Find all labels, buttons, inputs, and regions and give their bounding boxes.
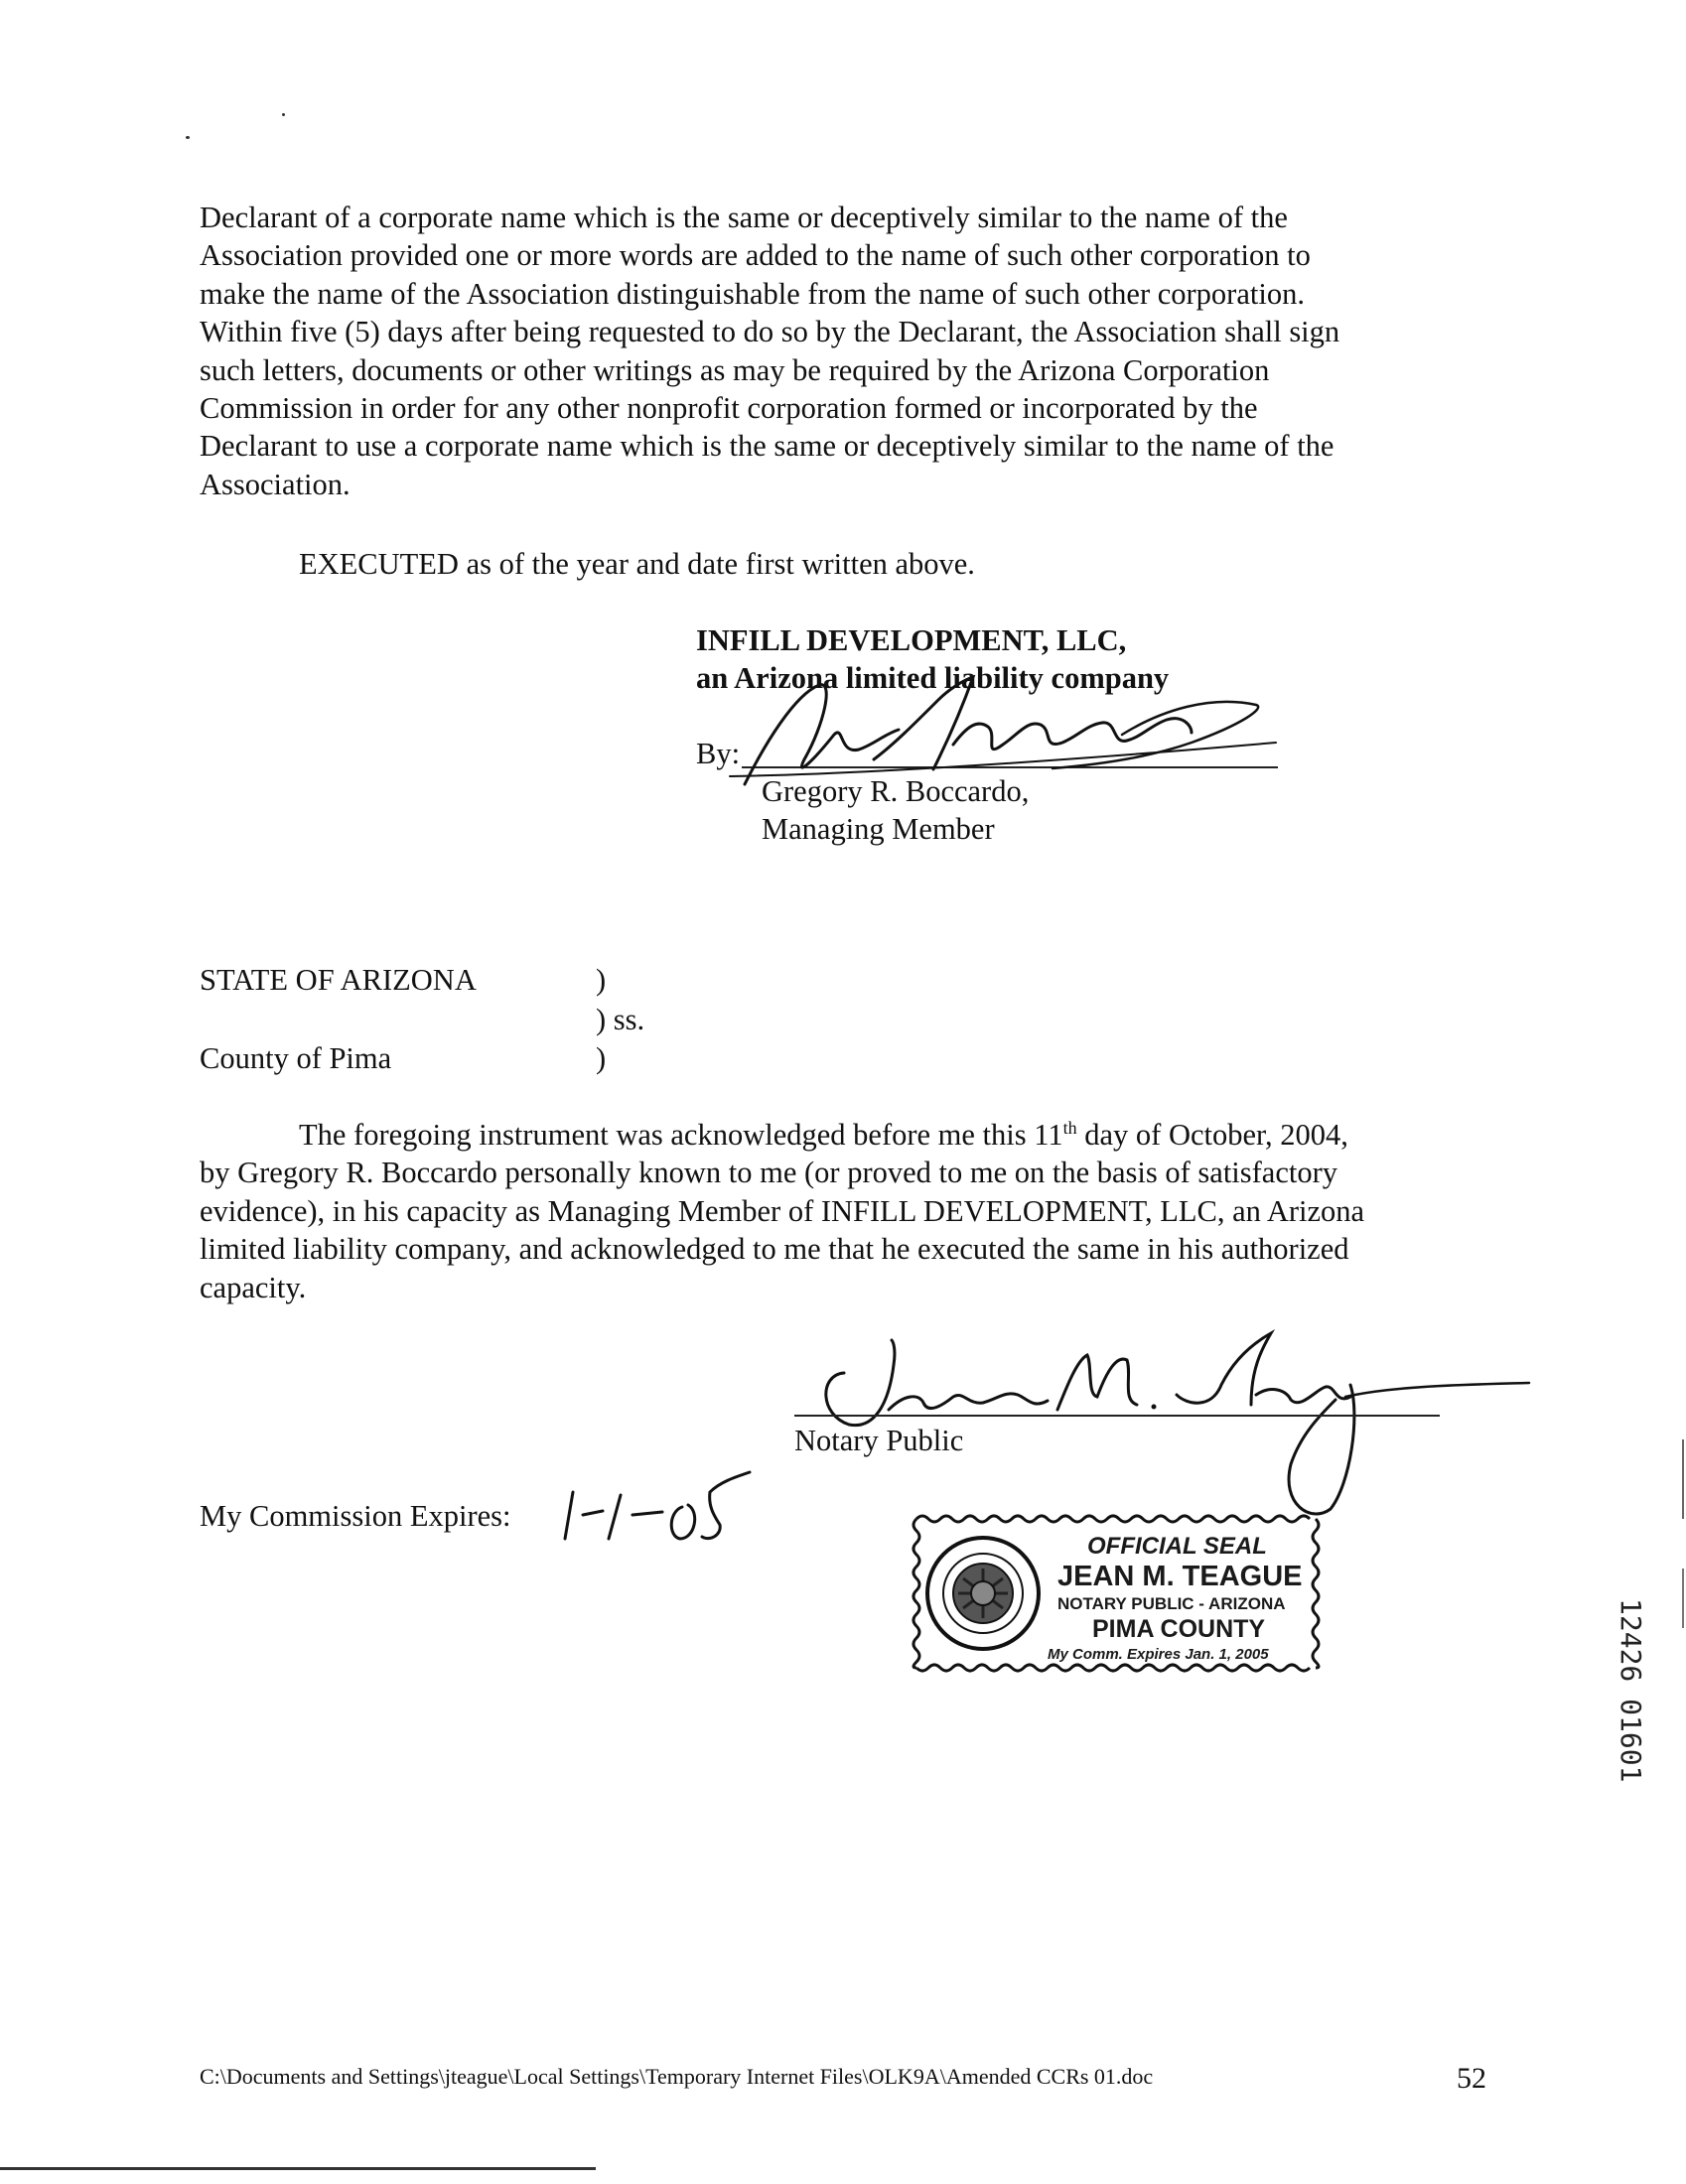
seal-line-expiry: My Comm. Expires Jan. 1, 2005: [1048, 1646, 1269, 1663]
commission-label: My Commission Expires:: [200, 1499, 511, 1533]
ack-superscript: th: [1062, 1117, 1077, 1138]
paragraph-line: make the name of the Association distinguishable from the name of such other corporation.: [200, 276, 1305, 311]
venue-state: STATE OF ARIZONA: [200, 963, 477, 997]
seal-line-official: OFFICIAL SEAL: [1087, 1533, 1267, 1560]
footer-file-path: C:\Documents and Settings\jteague\Local Settings\Temporary Internet Files\OLK9A\Amended CCRs 01.doc: [200, 2064, 1154, 2089]
paragraph-line: Commission in order for any other nonprofit corporation formed or incorporated by the: [200, 391, 1258, 426]
paragraph-line: Within five (5) days after being requested to do so by the Declarant, the Association shall sign: [200, 315, 1340, 349]
paragraph-line: Association.: [200, 467, 351, 501]
seal-line-name: JEAN M. TEAGUE: [1057, 1561, 1303, 1592]
recording-number: 12426 01601: [1615, 1598, 1647, 1783]
paragraph-line: evidence), in his capacity as Managing Member of INFILL DEVELOPMENT, LLC, an Arizona: [200, 1193, 1365, 1228]
paragraph-line: capacity.: [200, 1270, 307, 1304]
paragraph-line: such letters, documents or other writings as may be required by the Arizona Corporation: [200, 352, 1270, 387]
acknowledgment-paragraph: [200, 1116, 1492, 1306]
scan-speck: [186, 136, 190, 139]
signer-name: Gregory R. Boccardo,: [762, 774, 1030, 808]
signer-title: Managing Member: [762, 812, 995, 846]
notary-label: Notary Public: [794, 1424, 964, 1457]
ack-text: The foregoing instrument was acknowledged before me this 11: [299, 1118, 1063, 1152]
scan-edge-line: [0, 2167, 596, 2170]
venue-county: County of Pima: [200, 1041, 392, 1075]
paragraph-line: by Gregory R. Boccardo personally known to me (or proved to me on the basis of satisfactory: [200, 1156, 1338, 1190]
venue-paren: ): [596, 963, 607, 997]
notary-seal-stamp: [909, 1509, 1326, 1678]
venue-paren: ): [596, 1041, 607, 1075]
by-label: By:: [696, 737, 741, 770]
margin-mark: [1682, 1569, 1684, 1628]
margin-mark: [1682, 1439, 1684, 1519]
ack-text: day of October, 2004,: [1076, 1118, 1348, 1152]
page-number: 52: [1457, 2062, 1486, 2095]
notary-signature-line: [794, 1415, 1440, 1417]
body-paragraph: [200, 199, 1492, 503]
company-type: an Arizona limited liability company: [696, 661, 1170, 695]
company-name: INFILL DEVELOPMENT, LLC,: [696, 623, 1127, 657]
paragraph-line: [200, 1116, 1492, 1154]
paragraph-line: Declarant of a corporate name which is the same or deceptively similar to the name of the: [200, 201, 1288, 234]
paragraph-line: Association provided one or more words are added to the name of such other corporation to: [200, 238, 1311, 273]
handwritten-commission-date: [551, 1467, 765, 1547]
venue-ss: ) ss.: [596, 1003, 645, 1036]
seal-line-county: PIMA COUNTY: [1092, 1615, 1266, 1643]
scan-speck: [282, 113, 285, 116]
paragraph-line: Declarant to use a corporate name which is the same or deceptively similar to the name of the: [200, 429, 1335, 464]
paragraph-line: limited liability company, and acknowledged to me that he executed the same in his authorized: [200, 1232, 1349, 1267]
seal-line-notary: NOTARY PUBLIC - ARIZONA: [1057, 1594, 1286, 1613]
executed-statement: EXECUTED as of the year and date first written above.: [299, 547, 975, 581]
